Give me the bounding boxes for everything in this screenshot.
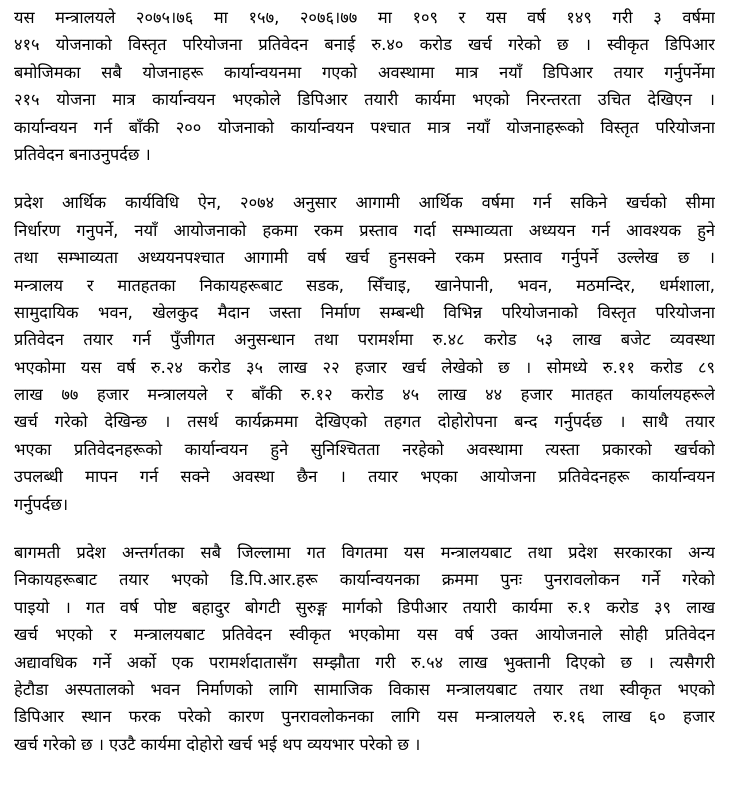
text-line: निकायहरूबाट तयार भएको डि.पि.आर.हरू कार्यान्वयनका क्रममा पुनः पुनरावलोकन गर्ने गरेको (14, 570, 715, 590)
text-line: मन्त्रालय र मातहतका निकायहरूबाट सडक, सिँचाइ, खानेपानी, भवन, मठमन्दिर, धर्मशाला, (14, 275, 715, 295)
text-line: प्रतिवेदन बनाउनुपर्दछ । (14, 144, 151, 164)
text-line: हेटौडा अस्पतालको भवन निर्माणको लागि सामाजिक विकास मन्त्रालयबाट तयार तथा स्वीकृत भएको (14, 679, 715, 699)
text-line: डिपिआर स्थान फरक परेको कारण पुनरावलोकनका लागि यस मन्त्रालयले रु.१६ लाख ६० हजार (14, 707, 715, 727)
text-line: खर्च गरेको देखिन्छ । तसर्थ कार्यक्रममा देखिएको तहगत दोहोरोपना बन्द गर्नुपर्दछ । साथै तयार (14, 412, 715, 432)
paragraph-gap (14, 168, 715, 189)
paragraph-dpr-preparation (14, 4, 715, 168)
text-line: भएकोमा यस वर्ष रु.२४ करोड ३५ लाख २२ हजार खर्च लेखेको छ । सोमध्ये रु.११ करोड ८९ (14, 357, 715, 377)
paragraph-financial-procedure (14, 189, 715, 518)
text-line: सामुदायिक भवन, खेलकुद मैदान जस्ता निर्माण सम्बन्धी विभिन्न परियोजनाको विस्तृत परियोजना (14, 302, 715, 322)
text-line: २१५ योजना मात्र कार्यान्वयन भएकोले डिपिआर तयारी कार्यमा भएको निरन्तरता उचित देखिएन । (14, 90, 715, 110)
text-line: प्रदेश आर्थिक कार्यविधि ऐन, २०७४ अनुसार आगामी आर्थिक वर्षमा गर्न सकिने खर्चको सीमा (14, 193, 715, 213)
text-line: प्रतिवेदन तयार गर्न पुँजीगत अनुसन्धान तथा परामर्शमा रु.४८ करोड ५३ लाख बजेट व्यवस्था (14, 330, 715, 350)
text-line: अद्यावधिक गर्ने अर्को एक परामर्शदातासँग सम्झौता गरी रु.५४ लाख भुक्तानी दिएको छ । त्यसैगरी (14, 652, 715, 672)
text-line: खर्च गरेको छ । एउटै कार्यमा दोहोरो खर्च भई थप व्ययभार परेको छ । (14, 734, 421, 754)
text-line: ४१५ योजनाको विस्तृत परियोजना प्रतिवेदन बनाई रु.४० करोड खर्च गरेको छ । स्वीकृत डिपिआर (14, 35, 715, 55)
text-line: उपलब्धी मापन गर्न सक्ने अवस्था छैन । तयार भएका आयोजना प्रतिवेदनहरू कार्यान्वयन (14, 467, 715, 487)
text-line: लाख ७७ हजार मन्त्रालयले र बाँकी रु.१२ करोड ४५ लाख ४४ हजार मातहत कार्यालयहरूले (14, 385, 715, 405)
text-line: निर्धारण गनुपर्ने, नयाँ आयोजनाको हकमा रकम प्रस्ताव गर्दा सम्भाव्यता अध्ययन गर्न आवश्यक हुने (14, 220, 715, 240)
text-line: यस मन्त्रालयले २०७५।७६ मा १५७, २०७६।७७ मा १०९ र यस वर्ष १४९ गरी ३ वर्षमा (14, 8, 715, 27)
text-line: बागमती प्रदेश अन्तर्गतका सबै जिल्लामा गत विगतमा यस मन्त्रालयबाट तथा प्रदेश सरकारका अन्य (14, 543, 715, 563)
text-line: कार्यान्वयन गर्न बाँकी २०० योजनाको कार्यान्वयन पश्चात मात्र नयाँ योजनाहरूको विस्तृत परियोजना (14, 117, 715, 137)
paragraph-gap (14, 518, 715, 539)
text-line: भएका प्रतिवेदनहरूको कार्यान्वयन हुने सुनिश्चितता नरहेको अवस्थामा त्यस्ता प्रकारको खर्चको (14, 439, 715, 459)
text-line: गर्नुपर्दछ। (14, 494, 69, 514)
text-line: खर्च भएको र मन्त्रालयबाट प्रतिवेदन स्वीकृत भएकोमा यस वर्ष उक्त आयोजनाले सोही प्रतिवेदन (14, 625, 715, 645)
text-line: तथा सम्भाव्यता अध्ययनपश्चात आगामी वर्ष खर्च हुनसक्ने रकम प्रस्ताव गर्नुपर्ने उल्लेख छ । (14, 248, 715, 268)
text-line: पाइयो । गत वर्ष पोष्ट बहादुर बोगटी सुरुङ्ग मार्गको डिपीआर तयारी कार्यमा रु.१ करोड ३९ लाख (14, 597, 715, 617)
paragraph-bagmati-review (14, 539, 715, 758)
text-line: बमोजिमका सबै योजनाहरू कार्यान्वयनमा गएको अवस्थामा मात्र नयाँ डिपिआर तयार गर्नुपर्नेमा (14, 62, 715, 82)
